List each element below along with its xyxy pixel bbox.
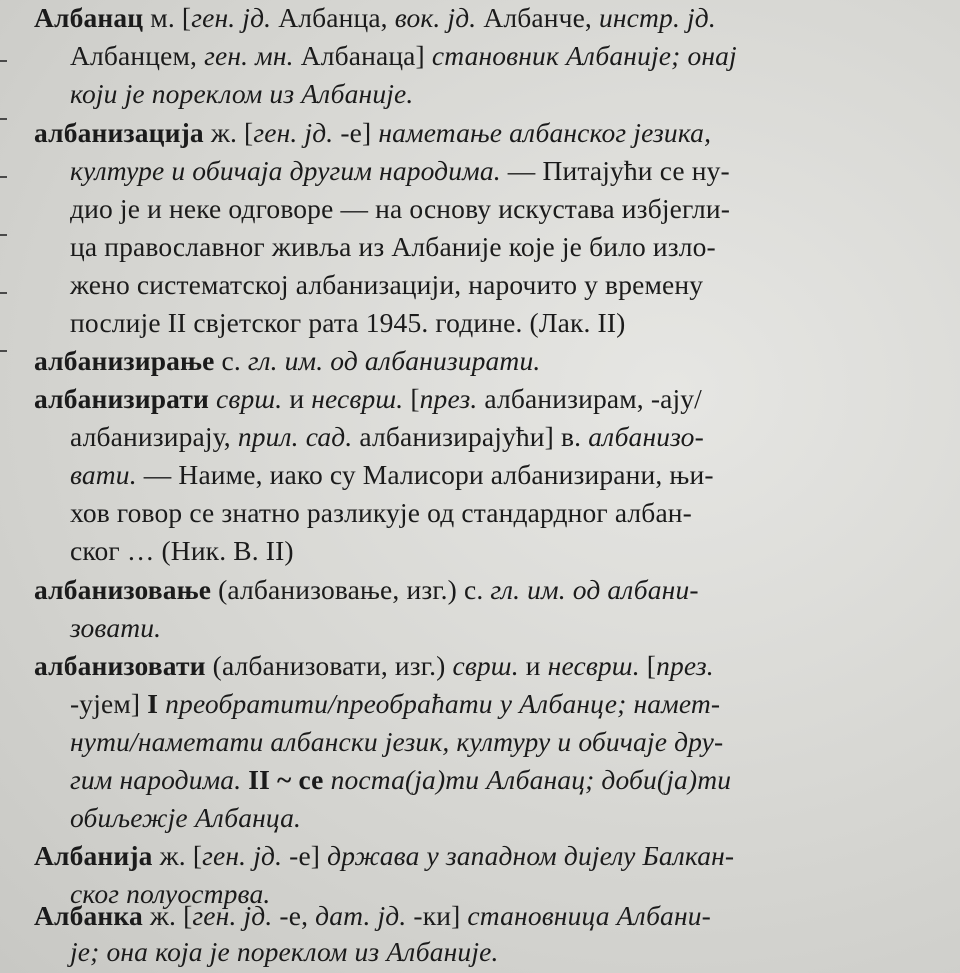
entry-albanizovanje-line-1: албанизовање (албанизовање, изг.) с. гл. им. од албани- bbox=[34, 574, 699, 605]
headword: Албанац bbox=[34, 2, 144, 33]
entry-albaniziranje-line-1: албанизирање с. гл. им. од албанизирати. bbox=[34, 345, 541, 376]
entry-albanka-line-1: Албанка ж. [ген. јд. -е, дат. јд. -ки] становница Албани- bbox=[34, 900, 711, 931]
entry-albanac-line-2: Албанцем, ген. мн. Албанаца] становник Албаније; онај bbox=[70, 40, 737, 71]
entry-albanizovanje-line-2: зовати. bbox=[70, 612, 162, 643]
margin-mark bbox=[0, 292, 7, 294]
headword: Албанија bbox=[34, 840, 153, 871]
entry-albanizovati-line-2: -ујем] I преобратити/преобраћати у Албанце; намет- bbox=[70, 688, 721, 719]
headword: албанизирати bbox=[34, 383, 209, 414]
headword: албанизовати bbox=[34, 650, 206, 681]
entry-albanizacija-line-3: дио је и неке одговоре — на основу искустава избјегли- bbox=[70, 193, 731, 224]
headword: албанизирање bbox=[34, 345, 215, 376]
margin-mark bbox=[0, 60, 7, 62]
entry-albanac-line-1: Албанац м. [ген. јд. Албанца, вок. јд. Албанче, инстр. јд. bbox=[34, 2, 716, 33]
entry-albanizacija-line-5: жено систематској албанизацији, нарочито у времену bbox=[70, 269, 704, 300]
entry-albanizirati-line-3: вати. — Наиме, иако су Малисори албанизирани, њи- bbox=[70, 459, 714, 490]
headword: Албанка bbox=[34, 900, 143, 931]
margin-mark bbox=[0, 350, 7, 352]
entry-albanac-line-3: који је пореклом из Албаније. bbox=[70, 78, 414, 109]
entry-albanizovati-line-5: обиљежје Албанца. bbox=[70, 802, 302, 833]
entry-albanizirati-line-5: ског … (Ник. В. II) bbox=[70, 535, 294, 566]
entry-albanizovati-line-4: гим народима. II ~ се поста(ја)ти Албанац; доби(ја)ти bbox=[70, 764, 732, 795]
headword: албанизовање bbox=[34, 574, 212, 605]
entry-albanija-line-1: Албанија ж. [ген. јд. -е] држава у западном дијелу Балкан- bbox=[34, 840, 735, 871]
entry-albanizacija-line-6: послије II свјетског рата 1945. године. (Лак. II) bbox=[70, 307, 626, 338]
entry-albanizirati-line-2: албанизирају, прил. сад. албанизирајући] в. албанизо- bbox=[70, 421, 704, 452]
headword: албанизација bbox=[34, 117, 204, 148]
entry-albanizovati-line-3: нути/наметати албански језик, културу и обичаје дру- bbox=[70, 726, 724, 757]
margin-mark bbox=[0, 234, 7, 236]
entry-albanizovati-line-1: албанизовати (албанизовати, изг.) сврш. и несврш. [през. bbox=[34, 650, 714, 681]
entry-albanka-line-2: је; она која је пореклом из Албаније. bbox=[70, 936, 499, 967]
entry-albanizacija-line-4: ца православног живља из Албаније које је било изло- bbox=[70, 231, 716, 262]
margin-mark bbox=[0, 176, 7, 178]
entry-albanizirati-line-4: хов говор се знатно разликује од стандардног албан- bbox=[70, 497, 692, 528]
entry-albanija-line-2: ског полуострва. bbox=[70, 878, 271, 909]
margin-mark bbox=[0, 118, 7, 120]
entry-albanizacija-line-1: албанизација ж. [ген. јд. -е] наметање албанског језика, bbox=[34, 117, 712, 148]
entry-albanizacija-line-2: културе и обичаја другим народима. — Питајући се ну- bbox=[70, 155, 730, 186]
entry-albanizirati-line-1: албанизирати сврш. и несврш. [през. албанизирам, -ају/ bbox=[34, 383, 702, 414]
